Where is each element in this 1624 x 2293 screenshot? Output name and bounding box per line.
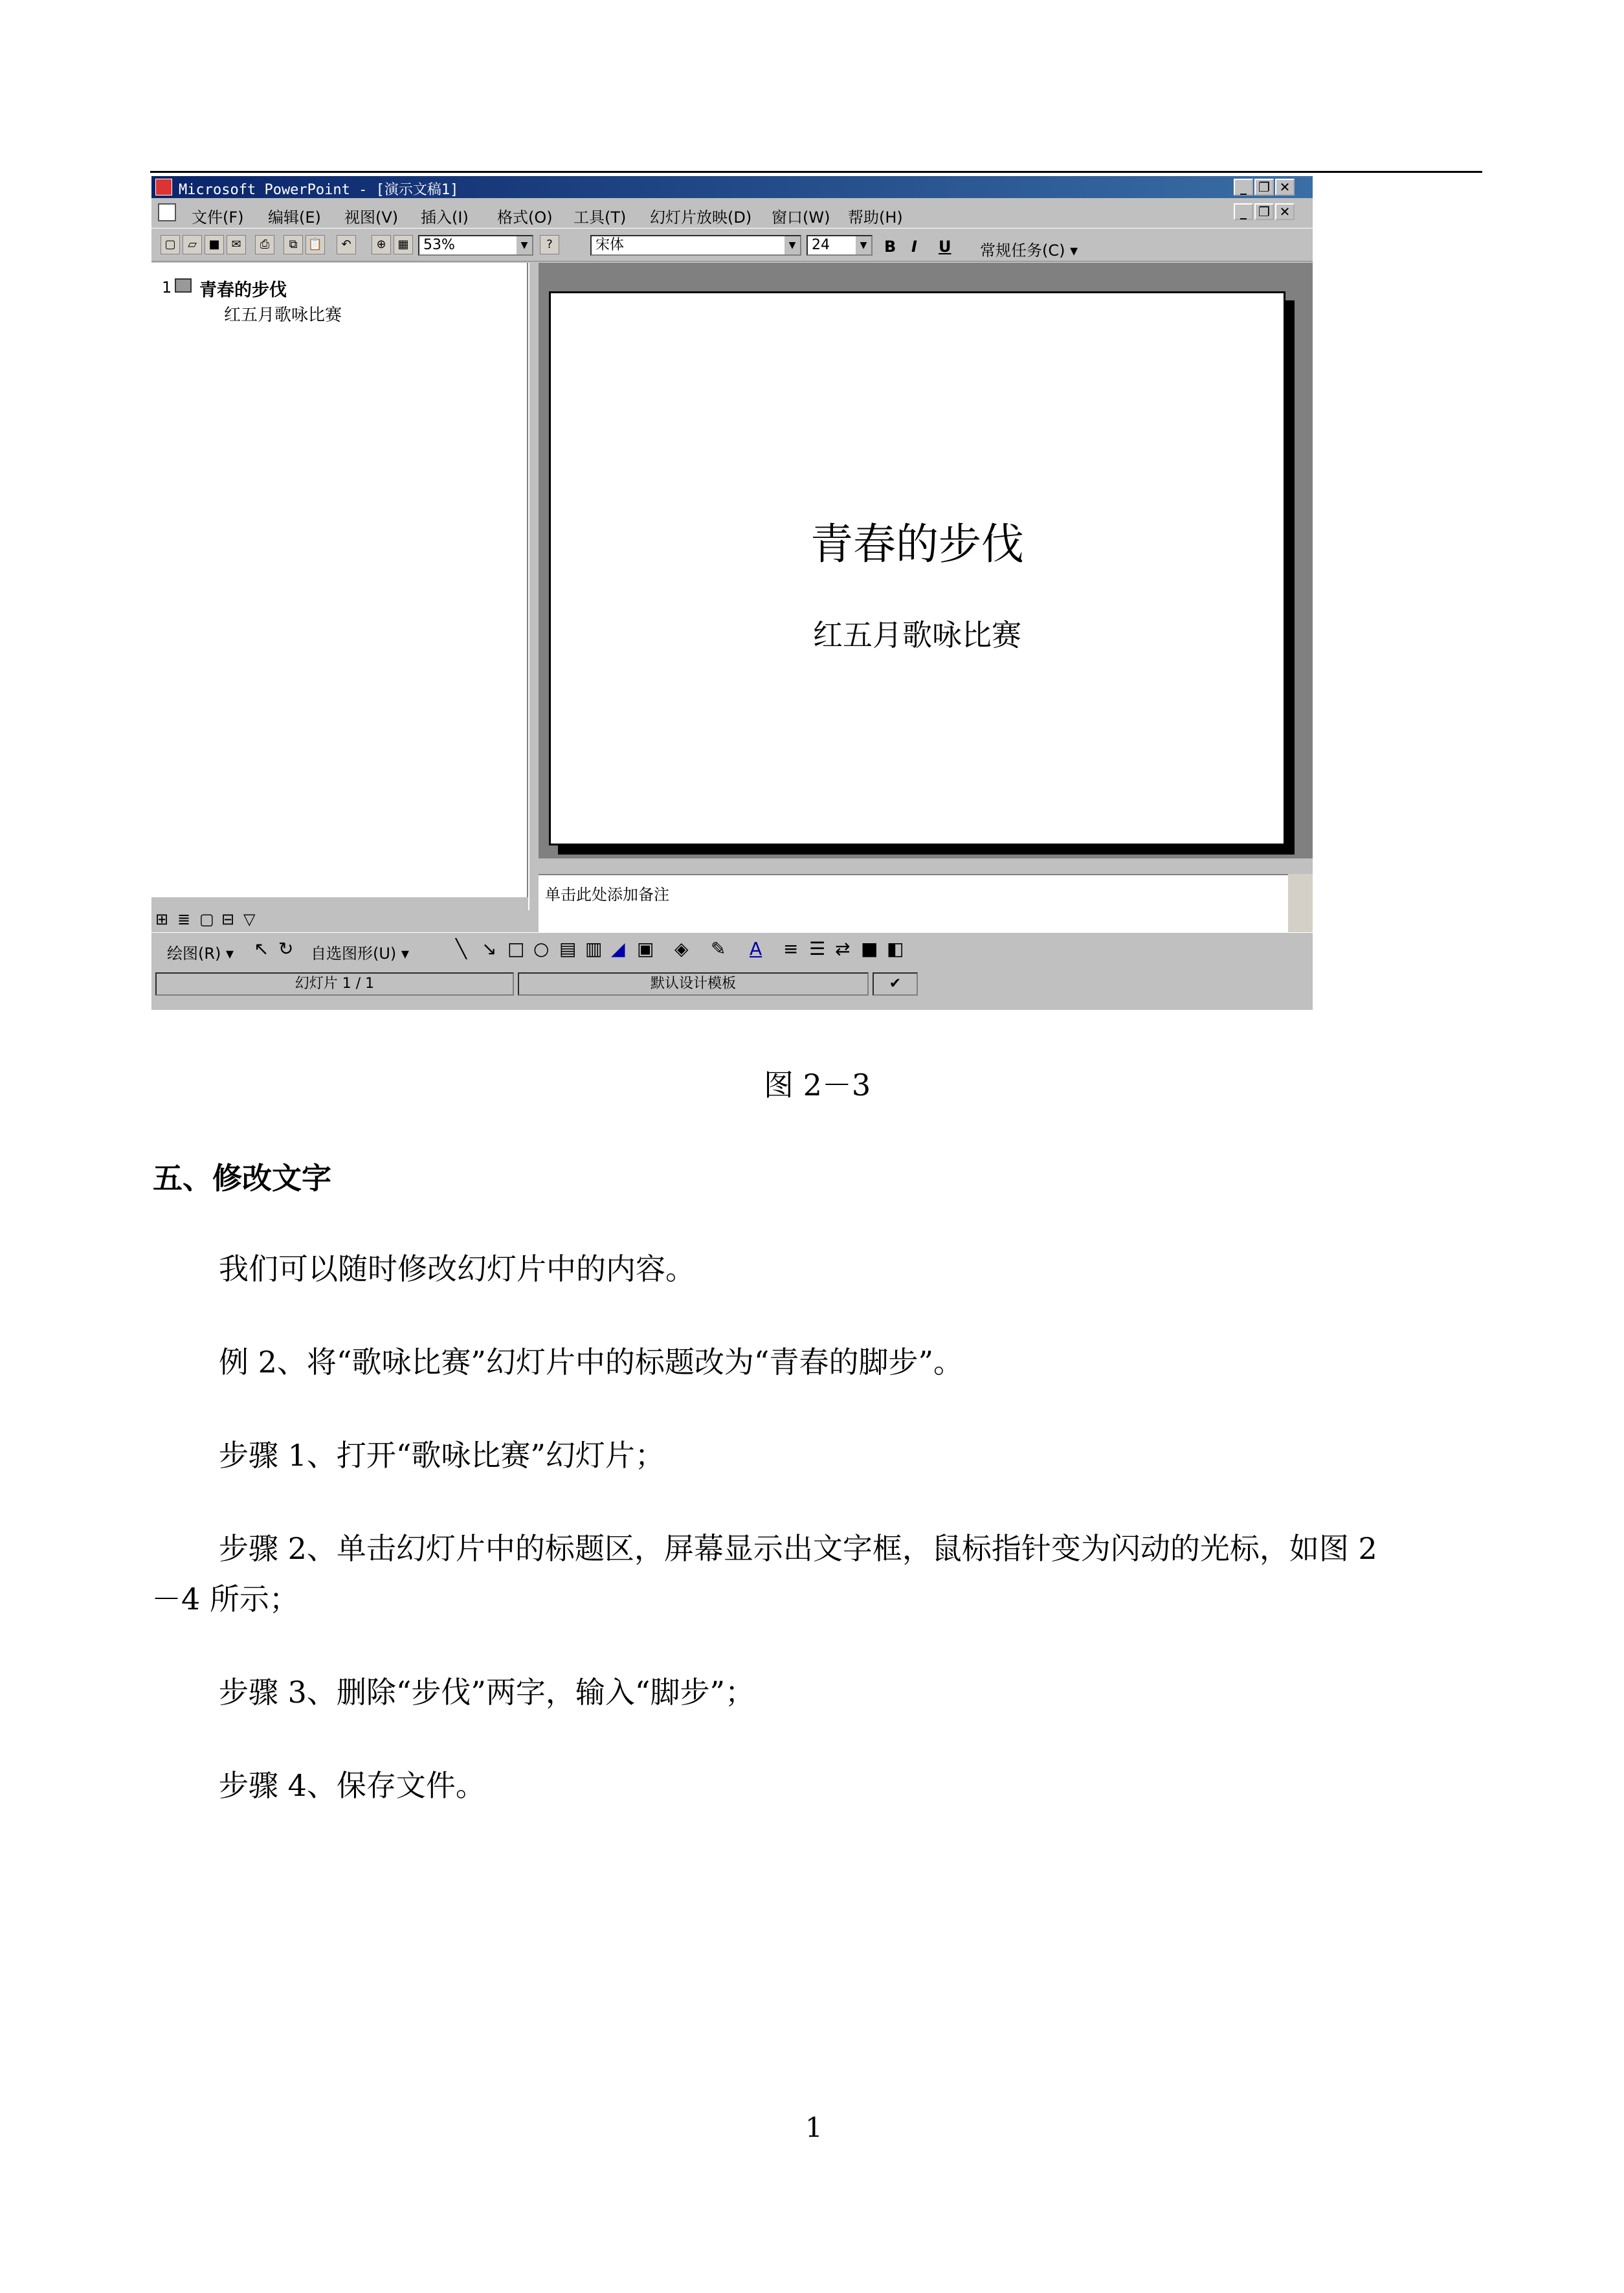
dash-style-icon[interactable]: ☰ [809,938,826,959]
arrow-icon[interactable]: ↘ [482,938,497,959]
paragraph: 步骤 2、单击幻灯片中的标题区，屏幕显示出文字框，鼠标指针变为闪动的光标，如图 2 [219,1531,1377,1566]
slide-subtitle[interactable]: 红五月歌咏比赛 [813,618,1021,653]
spelling-status-icon: ✔ [873,972,918,996]
window-title: Microsoft PowerPoint - [演示文稿1] [179,182,459,198]
notes-placeholder: 单击此处添加备注 [545,886,669,904]
paragraph: 例 2、将“歌咏比赛”幻灯片中的标题改为“青春的脚步”。 [219,1345,963,1380]
figure-caption: 图 2－3 [764,1068,871,1102]
paragraph: 步骤 1、打开“歌咏比赛”幻灯片； [219,1438,665,1473]
notes-scrollbar[interactable] [1288,874,1313,939]
menu-slideshow[interactable]: 幻灯片放映(D) [650,208,752,227]
header-rule [150,171,1482,173]
arrow-style-icon[interactable]: ⇄ [835,938,851,959]
doc-minimize-icon[interactable]: _ [1234,203,1253,220]
minimize-icon[interactable]: _ [1234,179,1253,196]
font-size-value: 24 [812,237,830,253]
bold-button[interactable]: B [884,238,896,256]
paragraph-continuation: －4 所示； [151,1582,299,1616]
save-icon[interactable]: ■ [205,235,224,254]
font-size-select[interactable] [806,235,873,256]
italic-button[interactable]: I [911,238,917,256]
document-icon [158,203,176,221]
window-titlebar [151,176,1313,198]
underline-button[interactable]: U [939,238,951,256]
oval-icon[interactable]: ○ [533,938,550,959]
slide-canvas[interactable] [549,291,1285,845]
notes-pane[interactable] [539,874,1313,940]
fill-color-icon[interactable]: ◈ [674,938,689,959]
paragraph: 步骤 4、保存文件。 [219,1768,485,1803]
powerpoint-app-icon [155,179,172,196]
shadow-icon[interactable]: ■ [861,938,878,959]
restore-icon[interactable]: ❐ [1254,179,1274,196]
font-name-value: 宋体 [595,237,625,253]
menu-format[interactable]: 格式(O) [497,208,553,227]
font-color-icon[interactable]: A [750,938,762,959]
rotate-icon[interactable]: ↻ [278,938,294,959]
section-heading: 五、修改文字 [153,1161,331,1196]
rectangle-icon[interactable]: □ [507,938,525,959]
line-icon[interactable]: ╲ [456,938,467,959]
outline-slide-subtitle[interactable]: 红五月歌咏比赛 [224,306,342,325]
hyperlink-icon[interactable]: ⊕ [372,235,391,254]
slide-icon [175,278,192,293]
chevron-down-icon: ▼ [784,236,800,254]
table-icon[interactable]: ▦ [394,235,413,254]
menu-window[interactable]: 窗口(W) [772,208,830,227]
outline-slide-number: 1 [162,278,172,296]
menu-file[interactable]: 文件(F) [192,208,244,227]
paragraph: 我们可以随时修改幻灯片中的内容。 [219,1251,695,1286]
draw-menu-button[interactable]: 绘图(R) ▾ [167,945,234,963]
menu-view[interactable]: 视图(V) [344,208,399,227]
menu-tools[interactable]: 工具(T) [573,208,627,227]
sorter-view-icon[interactable]: ⊟ [221,910,235,928]
menu-bar [151,199,1313,225]
help-icon[interactable]: ? [540,235,559,254]
standard-toolbar [151,228,1313,262]
print-icon[interactable]: ⎙ [255,235,274,254]
close-icon[interactable]: ✕ [1275,179,1295,196]
line-color-icon[interactable]: ✎ [711,938,726,959]
paste-icon[interactable]: 📋 [306,235,325,254]
undo-icon[interactable]: ↶ [337,235,356,254]
menu-help[interactable]: 帮助(H) [848,208,903,227]
autoshapes-button[interactable]: 自选图形(U) ▾ [311,945,409,963]
line-style-icon[interactable]: ≡ [783,938,799,959]
doc-restore-icon[interactable]: ❐ [1254,203,1274,220]
powerpoint-screenshot [151,176,1313,1010]
doc-close-icon[interactable]: ✕ [1275,203,1295,220]
clipart-icon[interactable]: ◢ [611,938,625,959]
design-template-name: 默认设计模板 [518,972,869,996]
slide-title[interactable]: 青春的步伐 [810,519,1024,569]
picture-icon[interactable]: ▣ [637,938,654,959]
page-number: 1 [805,2112,823,2143]
new-icon[interactable]: ▢ [161,235,180,254]
zoom-value: 53% [423,237,455,253]
common-tasks-button[interactable]: 常规任务(C) ▾ [980,241,1078,260]
normal-view-icon[interactable]: ⊞ [155,910,169,928]
outline-view-icon[interactable]: ≣ [177,910,191,928]
select-pointer-icon[interactable]: ↖ [254,938,269,959]
slide-counter: 幻灯片 1 / 1 [155,972,514,996]
menu-insert[interactable]: 插入(I) [421,208,469,227]
slideshow-view-icon[interactable]: ▽ [243,910,256,928]
status-bar [151,970,1313,998]
drawing-toolbar [151,932,1313,968]
chevron-down-icon: ▼ [517,236,532,254]
copy-icon[interactable]: ⧉ [284,235,303,254]
paragraph: 步骤 3、删除“步伐”两字，输入“脚步”； [219,1675,755,1710]
wordart-icon[interactable]: ▥ [585,938,603,959]
3d-icon[interactable]: ◧ [887,938,904,959]
view-buttons-bar [151,906,527,931]
textbox-icon[interactable]: ▤ [559,938,577,959]
outline-pane[interactable] [151,263,528,897]
menu-edit[interactable]: 编辑(E) [268,208,321,227]
open-icon[interactable]: ▱ [183,235,202,254]
chevron-down-icon: ▼ [856,236,871,254]
font-name-select[interactable] [590,235,801,256]
outline-slide-title[interactable]: 青春的步伐 [199,280,287,300]
slide-view-icon[interactable]: ▢ [199,910,214,928]
zoom-select[interactable] [418,235,533,256]
email-icon[interactable]: ✉ [227,235,246,254]
pane-splitter[interactable] [528,263,539,910]
